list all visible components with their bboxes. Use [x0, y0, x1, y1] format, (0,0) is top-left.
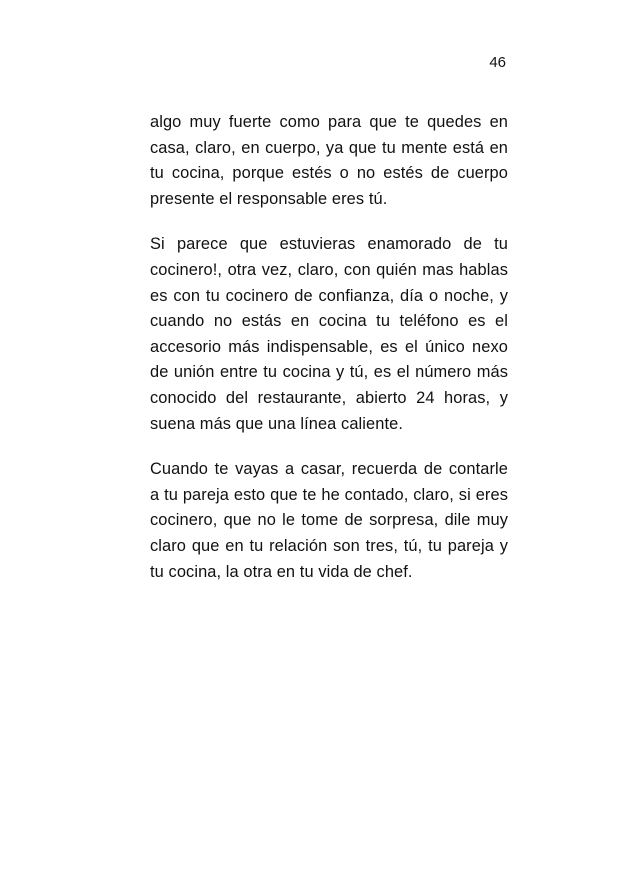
paragraph-1: algo muy fuerte como para que te quedes en casa, claro, en cuerpo, ya que tu mente está en tu cocina, porque estés o no estés de cuerpo presente el responsable eres tú. [150, 113, 508, 208]
page-body [150, 110, 508, 605]
paragraph-2: Si parece que estuvieras enamorado de tu cocinero!, otra vez, claro, con quién mas hablas es con tu cocinero de confianza, día o noche, y cuando no estás en cocina tu teléfono es el accesorio más indispensable, es el único nexo de unión entre tu cocina y tú, es el número más conocido del restaurante, abierto 24 horas, y suena más que una línea caliente. [150, 235, 508, 433]
paragraph-3: Cuando te vayas a casar, recuerda de contarle a tu pareja esto que te he contado, claro, si eres cocinero, que no le tome de sorpresa, dile muy claro que en tu relación son tres, tú, tu pareja y tu cocina, la otra en tu vida de chef. [150, 460, 508, 581]
page-number: 46 [489, 54, 506, 71]
